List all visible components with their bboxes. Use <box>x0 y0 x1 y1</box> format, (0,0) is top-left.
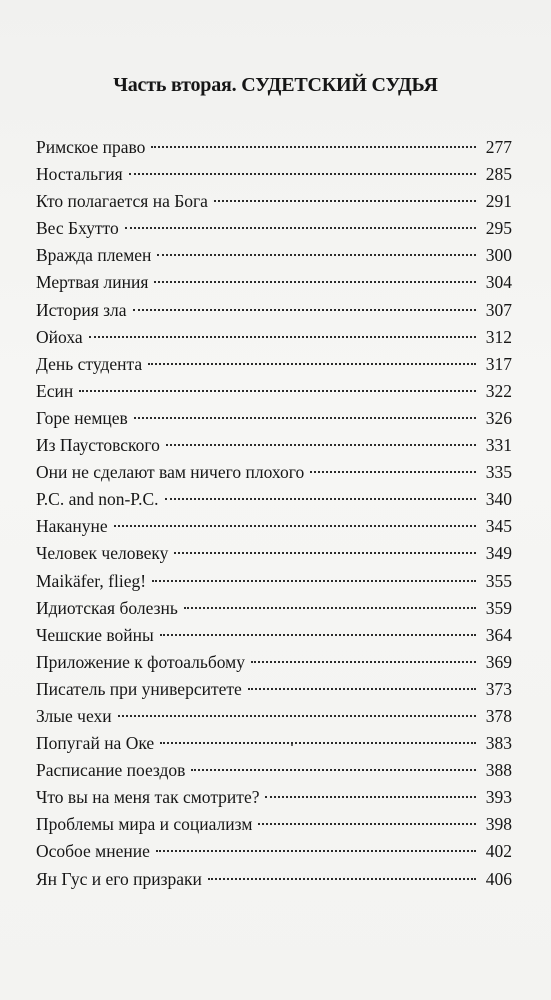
toc-entry <box>36 838 512 865</box>
toc-entry <box>36 486 512 513</box>
toc-entry-page-number: 355 <box>485 570 512 591</box>
dot-leader <box>258 823 476 825</box>
toc-entry <box>36 595 512 622</box>
toc-entry-page-number: 317 <box>485 353 512 374</box>
dot-leader <box>114 525 476 527</box>
toc-entry <box>36 676 512 703</box>
toc-entry <box>36 161 512 188</box>
toc-entry-title: Расписание поездов <box>36 760 186 781</box>
toc-entry-page-number: 393 <box>485 787 512 808</box>
dot-leader <box>157 254 476 256</box>
dot-leader <box>251 661 476 663</box>
dot-leader <box>156 850 476 852</box>
toc-entry <box>36 513 512 540</box>
toc-entry-title: Человек человеку <box>36 543 169 564</box>
toc-entry <box>36 432 512 459</box>
toc-entry <box>36 351 512 378</box>
dot-leader <box>184 607 476 609</box>
toc-entry-page-number: 312 <box>485 326 512 347</box>
dot-leader <box>265 796 476 798</box>
toc-entry-page-number: 322 <box>485 380 512 401</box>
toc-entry <box>36 811 512 838</box>
toc-entry-title: История зла <box>36 299 127 320</box>
toc-entry-title: Что вы на меня так смотрите? <box>36 787 260 808</box>
toc-entry <box>36 378 512 405</box>
toc-entry-title: Попугай на Оке <box>36 733 155 754</box>
dot-leader <box>148 363 476 365</box>
dot-leader <box>166 444 476 446</box>
toc-entry-page-number: 277 <box>485 137 512 157</box>
table-of-contents <box>36 134 512 893</box>
toc-entry-page-number: 291 <box>485 191 512 212</box>
toc-entry-page-number: 285 <box>485 164 512 185</box>
toc-entry-page-number: 331 <box>485 435 512 456</box>
toc-entry <box>36 188 512 215</box>
toc-entry-page-number: 402 <box>485 841 512 862</box>
dot-leader <box>248 688 476 690</box>
toc-entry-title: Кто полагается на Бога <box>36 191 208 212</box>
toc-entry-page-number: 388 <box>485 760 512 781</box>
toc-entry <box>36 730 512 757</box>
toc-entry-title: Проблемы мира и социализм <box>36 814 253 835</box>
toc-entry <box>36 405 512 432</box>
toc-entry-title: Ностальгия <box>36 164 123 185</box>
toc-entry-title: P.C. and non-P.C. <box>36 489 159 510</box>
toc-entry-title: Идиотская болезнь <box>36 597 178 618</box>
print-speck <box>291 744 293 746</box>
toc-entry-page-number: 340 <box>485 489 512 510</box>
toc-entry-title: Чешские войны <box>36 624 154 645</box>
dot-leader <box>214 200 476 202</box>
toc-entry-title: Maikäfer, flieg! <box>36 570 147 591</box>
toc-entry <box>36 649 512 676</box>
toc-entry-title: Есин <box>36 380 74 401</box>
toc-entry <box>36 568 512 595</box>
toc-entry-page-number: 335 <box>485 462 512 483</box>
toc-entry-title: Накануне <box>36 516 108 537</box>
dot-leader <box>134 417 476 419</box>
toc-entry-title: Приложение к фотоальбому <box>36 651 245 672</box>
dot-leader <box>174 552 476 554</box>
dot-leader <box>208 878 476 880</box>
toc-entry-page-number: 364 <box>485 624 512 645</box>
toc-entry-page-number: 369 <box>485 651 512 672</box>
toc-entry-title: Они не сделают вам ничего плохого <box>36 462 305 483</box>
toc-entry-title: Мертвая линия <box>36 272 149 293</box>
toc-entry-page-number: 295 <box>485 218 512 239</box>
toc-entry <box>36 324 512 351</box>
toc-entry-title: Особое мнение <box>36 841 150 862</box>
toc-entry <box>36 622 512 649</box>
toc-entry-title: Вес Бхутто <box>36 218 119 239</box>
toc-entry-page-number: 373 <box>485 678 512 699</box>
dot-leader <box>191 769 476 771</box>
dot-leader <box>118 715 476 717</box>
toc-entry-page-number: 383 <box>485 733 512 754</box>
dot-leader <box>154 281 476 283</box>
toc-entry-page-number: 300 <box>485 245 512 266</box>
toc-entry <box>36 297 512 324</box>
toc-entry-page-number: 307 <box>485 299 512 320</box>
toc-entry-page-number: 326 <box>485 407 512 428</box>
toc-entry-page-number: 345 <box>485 516 512 537</box>
toc-entry <box>36 269 512 296</box>
toc-entry <box>36 703 512 730</box>
dot-leader <box>151 146 476 148</box>
dot-leader <box>165 498 476 500</box>
dot-leader <box>125 227 476 229</box>
toc-entry-page-number: 398 <box>485 814 512 835</box>
toc-entry-title: Злые чехи <box>36 705 112 726</box>
dot-leader <box>133 309 476 311</box>
toc-entry-title: Писатель при университете <box>36 678 242 699</box>
toc-entry-title: Римское право <box>36 137 146 157</box>
toc-entry-title: Ян Гус и его призраки <box>36 868 202 889</box>
toc-entry-title: Из Паустовского <box>36 435 160 456</box>
section-heading: Часть вторая. СУДЕТСКИЙ СУДЬЯ <box>113 74 438 96</box>
toc-entry-page-number: 359 <box>485 597 512 618</box>
toc-entry-title: Вражда племен <box>36 245 152 266</box>
toc-entry-page-number: 349 <box>485 543 512 564</box>
toc-entry-title: Ойоха <box>36 326 83 347</box>
toc-entry <box>36 540 512 567</box>
dot-leader <box>310 471 476 473</box>
toc-entry <box>36 784 512 811</box>
dot-leader <box>129 173 476 175</box>
toc-entry <box>36 242 512 269</box>
toc-entry <box>36 459 512 486</box>
toc-entry-page-number: 406 <box>485 868 512 889</box>
toc-entry <box>36 215 512 242</box>
toc-entry <box>36 866 512 893</box>
toc-entry-title: День студента <box>36 353 143 374</box>
toc-entry-title: Горе немцев <box>36 407 128 428</box>
toc-entry-page-number: 304 <box>485 272 512 293</box>
dot-leader <box>79 390 476 392</box>
toc-entry <box>36 134 512 161</box>
dot-leader <box>152 580 476 582</box>
dot-leader <box>160 634 476 636</box>
toc-entry <box>36 757 512 784</box>
dot-leader <box>89 336 476 338</box>
dot-leader <box>160 742 476 744</box>
toc-entry-page-number: 378 <box>485 705 512 726</box>
